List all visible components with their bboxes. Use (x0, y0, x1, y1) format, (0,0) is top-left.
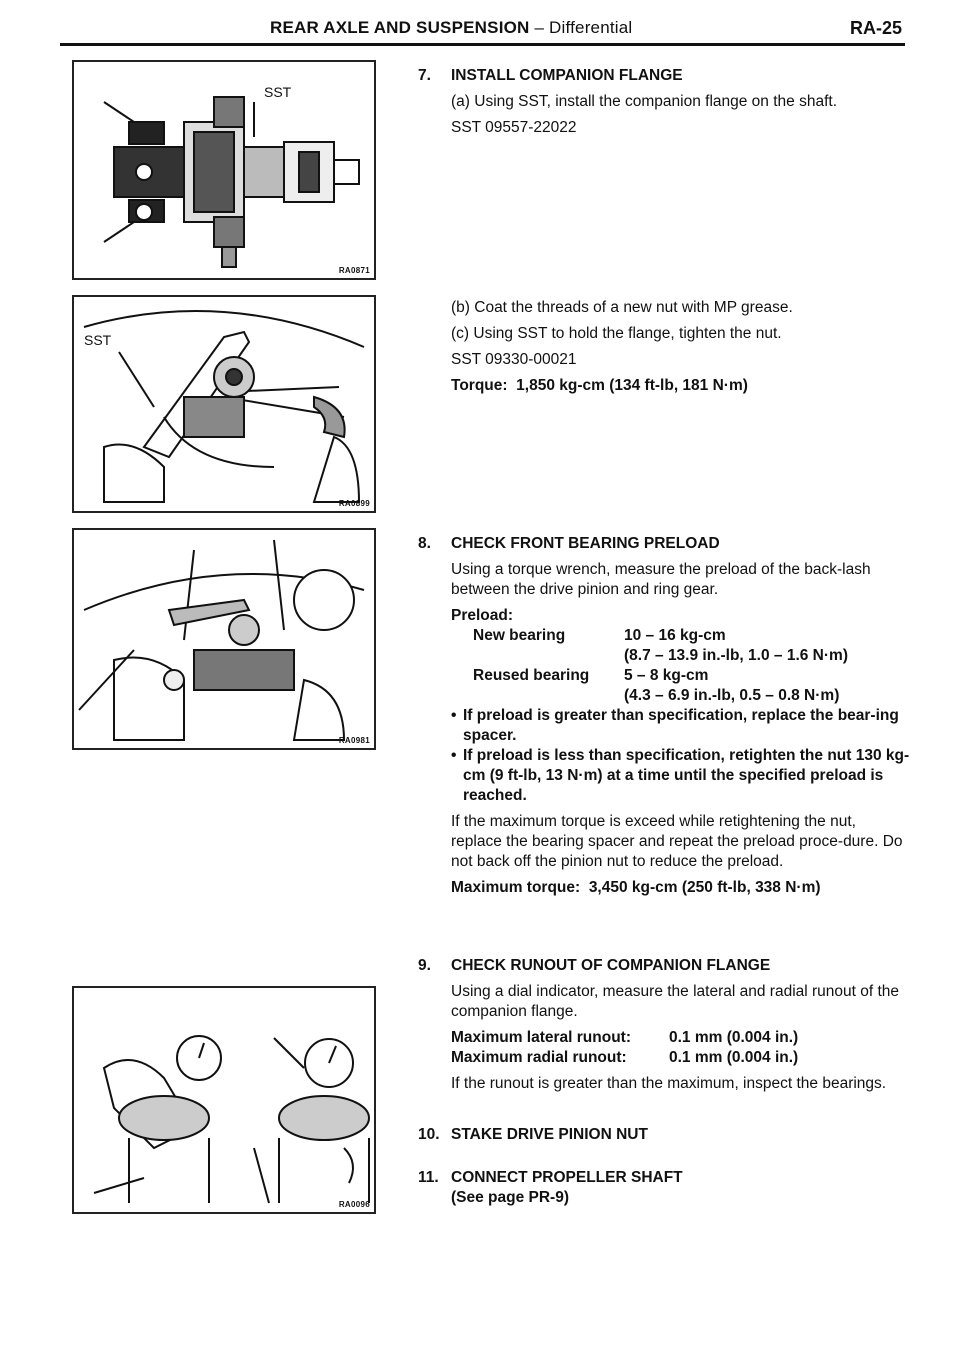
title-separator: – (529, 18, 550, 37)
preload-label: Preload: (451, 607, 514, 624)
bullet-dot: • (451, 747, 457, 764)
page-reference: (See page PR-9) (451, 1189, 570, 1206)
step-9-note: If the runout is greater than the maximum, inspect the bearings. (451, 1075, 887, 1092)
reused-bearing-label: Reused bearing (473, 667, 590, 684)
step-7 (418, 66, 911, 138)
step-7b-text: (b) Coat the threads of a new nut with MP grease. (451, 299, 793, 316)
preload-spec-new-alt (451, 646, 911, 666)
flange-install-illustration (74, 62, 374, 278)
bullet-item (451, 706, 911, 746)
step-heading: INSTALL COMPANION FLANGE (451, 67, 683, 84)
figure-torque-wrench-preload (72, 528, 376, 750)
step-8-intro: Using a torque wrench, measure the preload of the back-lash between the drive pinion and ring gear. (451, 561, 871, 598)
lateral-runout-spec (451, 1028, 911, 1048)
preload-spec-reused-alt (451, 686, 911, 706)
step-9 (418, 956, 911, 1094)
radial-runout-value: 0.1 mm (0.004 in.) (669, 1049, 799, 1066)
torque-spec (451, 376, 911, 396)
step-7c-text: (c) Using SST to hold the flange, tighten the nut. (451, 325, 782, 342)
step-heading: CHECK RUNOUT OF COMPANION FLANGE (451, 957, 771, 974)
step-number: 11. (418, 1169, 439, 1186)
page-header (0, 0, 960, 48)
radial-runout-label: Maximum radial runout: (451, 1049, 627, 1066)
step-number: 9. (418, 957, 431, 974)
page-number: RA-25 (849, 18, 902, 38)
radial-runout-spec (451, 1048, 911, 1068)
new-bearing-value: 10 – 16 kg-cm (624, 627, 726, 644)
step-7a-text: (a) Using SST, install the companion flange on the shaft. (451, 93, 837, 110)
bullet-text: If preload is less than specification, retighten the nut 130 kg-cm (9 ft-lb, 13 N·m) at a time until the specified preload is reached. (463, 747, 910, 804)
preload-spec-reused (451, 666, 911, 686)
runout-measurement-illustration (74, 988, 374, 1212)
figure-tighten-nut (72, 295, 376, 513)
step-11 (418, 1168, 911, 1208)
bullet-item (451, 746, 911, 806)
step-7c-sst: SST 09330-00021 (451, 351, 577, 368)
header-rule (60, 43, 905, 46)
lateral-runout-value: 0.1 mm (0.004 in.) (669, 1029, 799, 1046)
preload-measurement-illustration (74, 530, 374, 748)
bullet-dot: • (451, 707, 457, 724)
torque-label: Torque: (451, 377, 508, 394)
new-bearing-label: New bearing (473, 627, 566, 644)
lateral-runout-label: Maximum lateral runout: (451, 1029, 631, 1046)
preload-spec-new (451, 626, 911, 646)
max-torque-label: Maximum torque: (451, 879, 581, 896)
title-main: REAR AXLE AND SUSPENSION (270, 18, 530, 37)
max-torque-value: 3,450 kg-cm (250 ft-lb, 338 N·m) (588, 879, 821, 896)
tighten-nut-illustration (74, 297, 374, 511)
step-8-note: If the maximum torque is exceed while retightening the nut, replace the bearing spacer and repeat the preload proce-dure. Do not back off the pinion nut to reduce the preload. (451, 813, 903, 870)
step-9-intro: Using a dial indicator, measure the lateral and radial runout of the companion flange. (451, 983, 900, 1020)
figure-code: RA0899 (338, 499, 370, 508)
step-7a-sst: SST 09557-22022 (451, 119, 577, 136)
step-number: 10. (418, 1126, 440, 1143)
step-heading: CONNECT PROPELLER SHAFT (451, 1169, 683, 1186)
max-torque-spec (451, 878, 911, 898)
step-heading: STAKE DRIVE PINION NUT (451, 1126, 648, 1143)
sst-callout: SST (264, 84, 292, 100)
step-heading: CHECK FRONT BEARING PRELOAD (451, 535, 720, 552)
figure-code: RA0981 (338, 736, 370, 745)
step-number: 7. (418, 67, 431, 84)
step-8 (418, 534, 911, 898)
step-7-continued (451, 298, 911, 396)
figure-dial-indicator-runout (72, 986, 376, 1214)
reused-bearing-value-alt: (4.3 – 6.9 in.-lb, 0.5 – 0.8 N·m) (624, 687, 840, 704)
figure-code: RA0871 (338, 266, 370, 275)
step-10 (418, 1125, 911, 1145)
figure-code: RA0096 (338, 1200, 370, 1209)
page-title (270, 18, 632, 38)
torque-value: 1,850 kg-cm (134 ft-lb, 181 N·m) (516, 377, 748, 394)
reused-bearing-value: 5 – 8 kg-cm (624, 667, 709, 684)
sst-callout: SST (84, 332, 112, 348)
bullet-text: If preload is greater than specification, replace the bear-ing spacer. (463, 707, 899, 744)
step-number: 8. (418, 535, 431, 552)
figure-companion-flange-install (72, 60, 376, 280)
new-bearing-value-alt: (8.7 – 13.9 in.-lb, 1.0 – 1.6 N·m) (624, 647, 848, 664)
title-sub: Differential (549, 18, 633, 37)
